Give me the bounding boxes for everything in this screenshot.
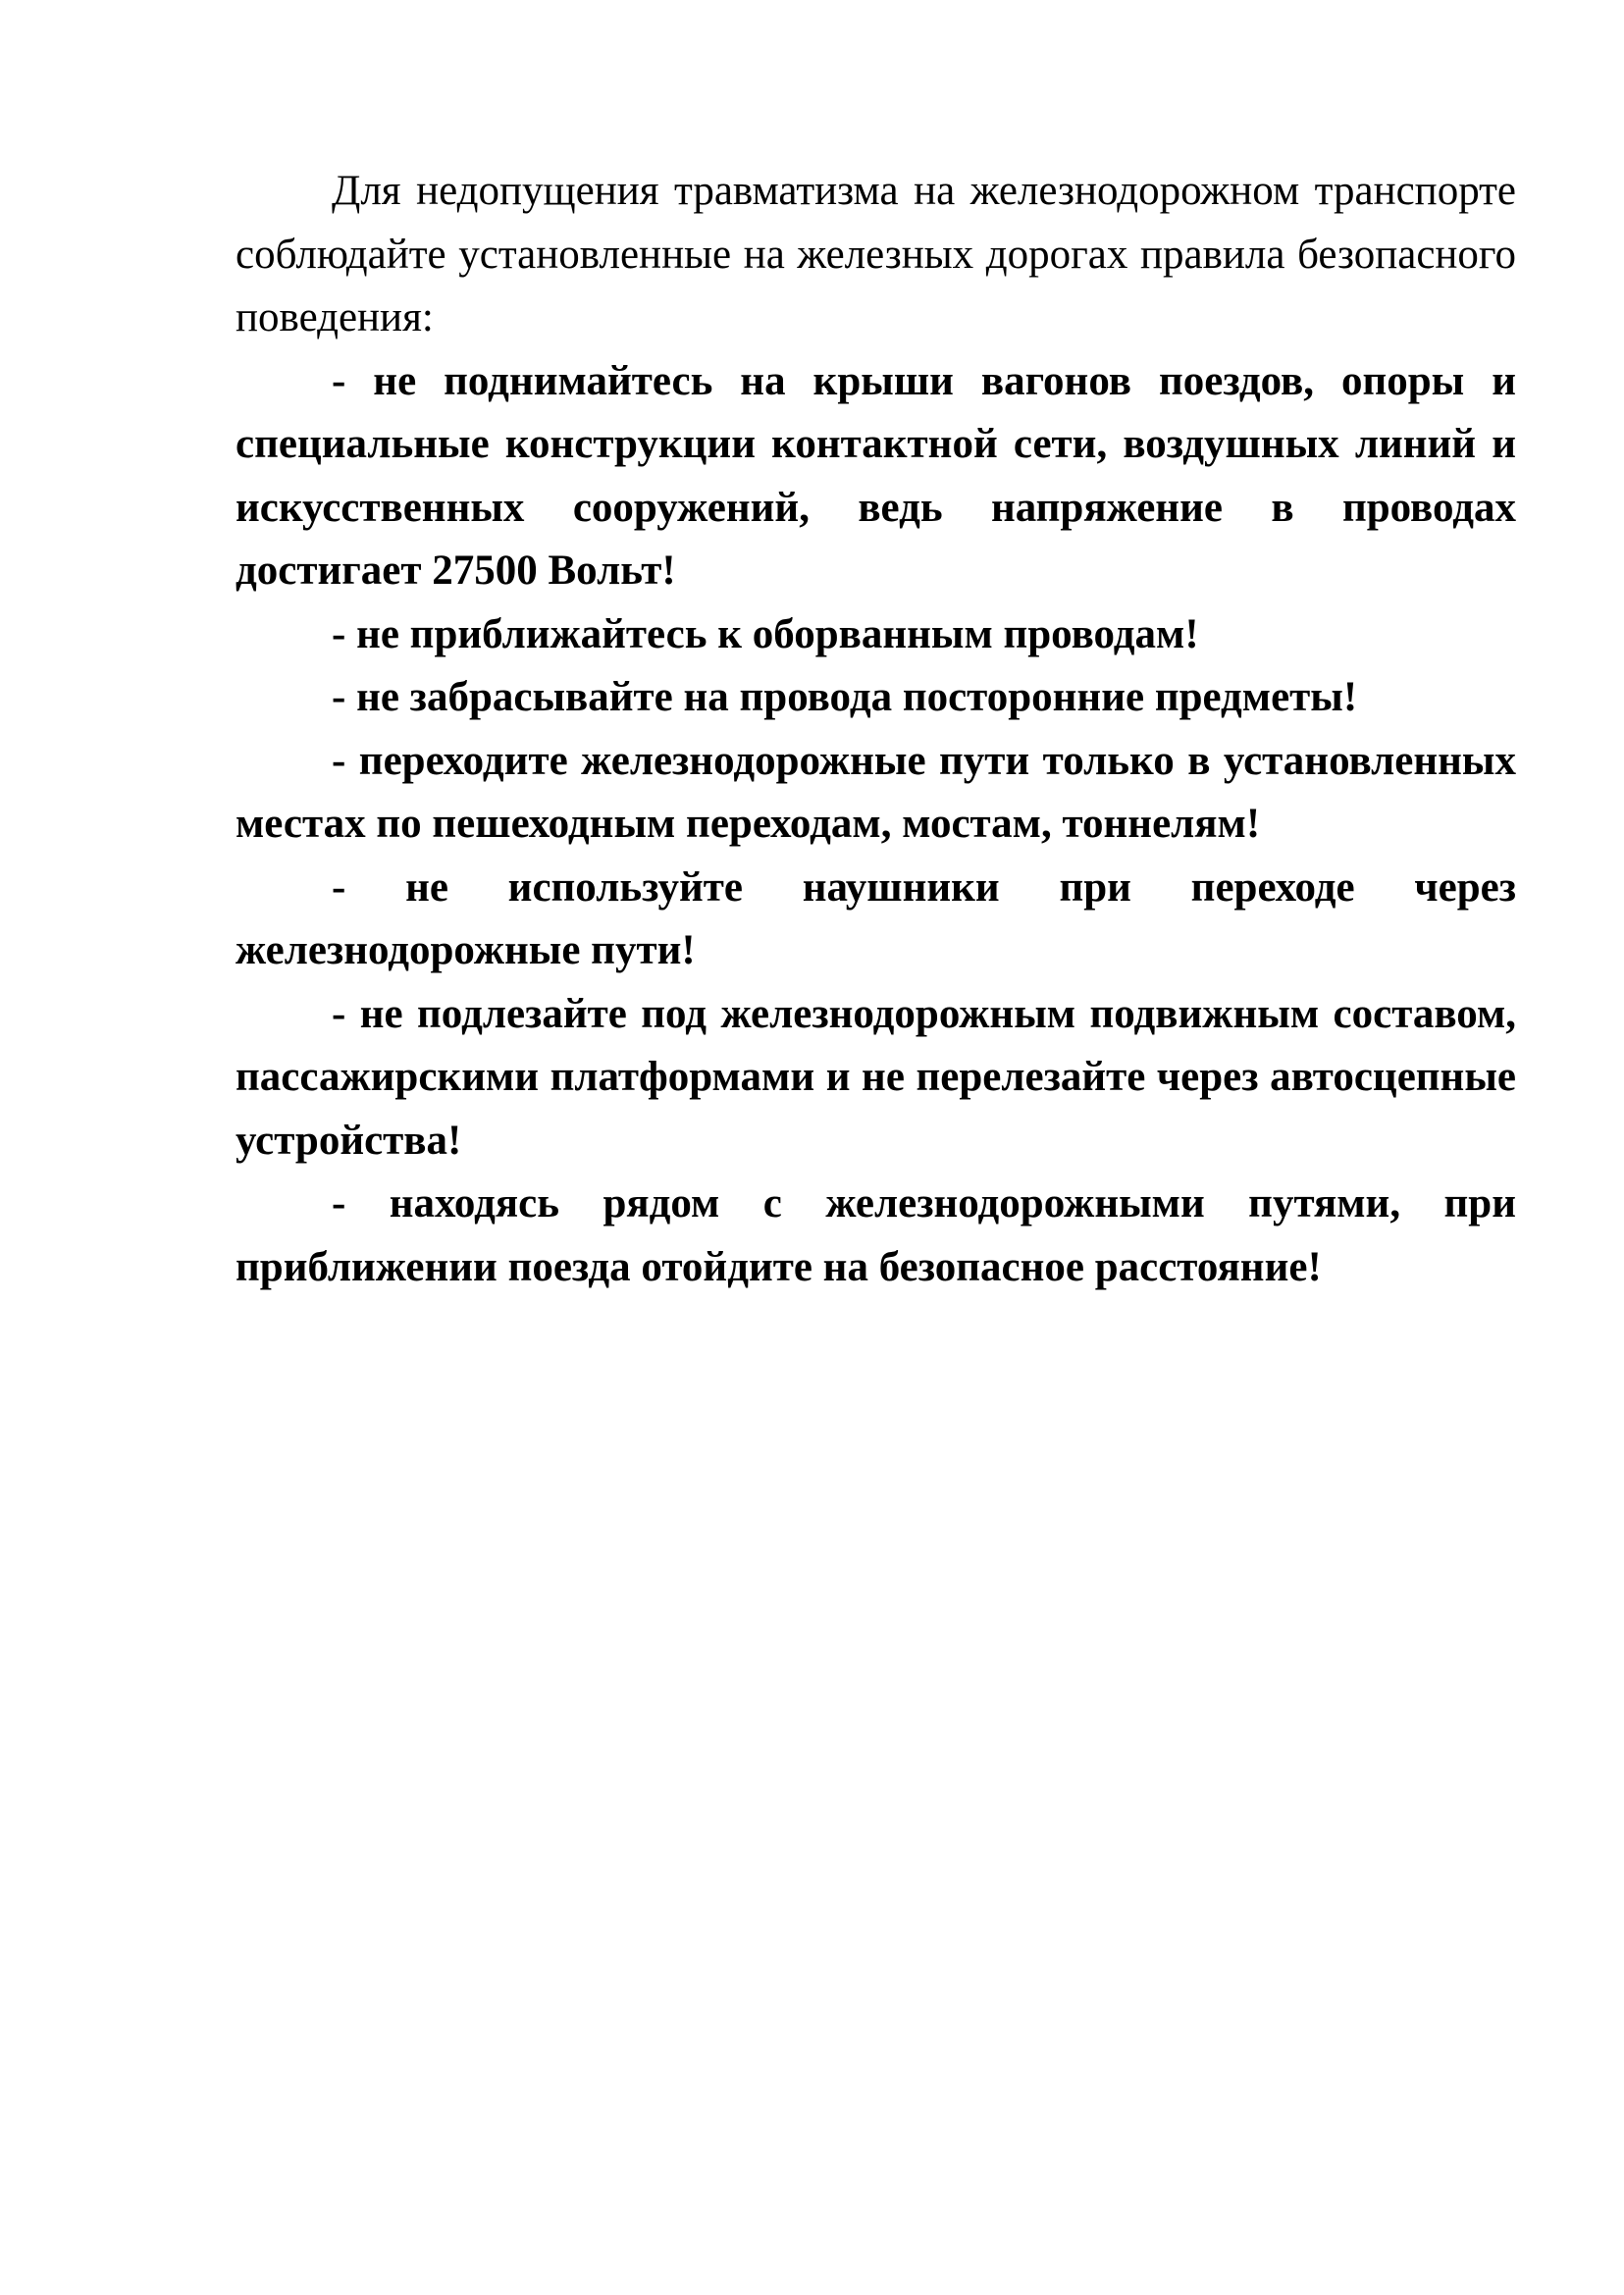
- rule-foreign-objects: - не забрасывайте на провода посторонние предметы!: [332, 674, 1358, 720]
- document-page: [236, 160, 1516, 1299]
- rule-headphones: - не используйте наушники при переходе через железнодорожные пути!: [236, 863, 1516, 973]
- rule-roof-wires: - не поднимайтесь на крыши вагонов поездов, опоры и специальные конструкции контактной сети, воздушных линий и искусственных сооружений, ведь напряжение в проводах достигает 27500 Вольт!: [236, 357, 1516, 594]
- rule-broken-wires: - не приближайтесь к оборванным проводам!: [332, 610, 1199, 657]
- intro-paragraph: Для недопущения травматизма на железнодорожном транспорте соблюдайте установленные на железных дорогах правила безопасного поведения:: [236, 168, 1516, 340]
- rule-safe-distance: - находясь рядом с железнодорожными путями, при приближении поезда отойдите на безопасное расстояние!: [236, 1180, 1516, 1290]
- rule-crawling: - не подлезайте под железнодорожным подвижным составом, пассажирскими платформами и не перелезайте через автосцепные устройства!: [236, 990, 1516, 1164]
- rule-crossing-places: - переходите железнодорожные пути только в установленных местах по пешеходным переходам, мостам, тоннелям!: [236, 737, 1516, 847]
